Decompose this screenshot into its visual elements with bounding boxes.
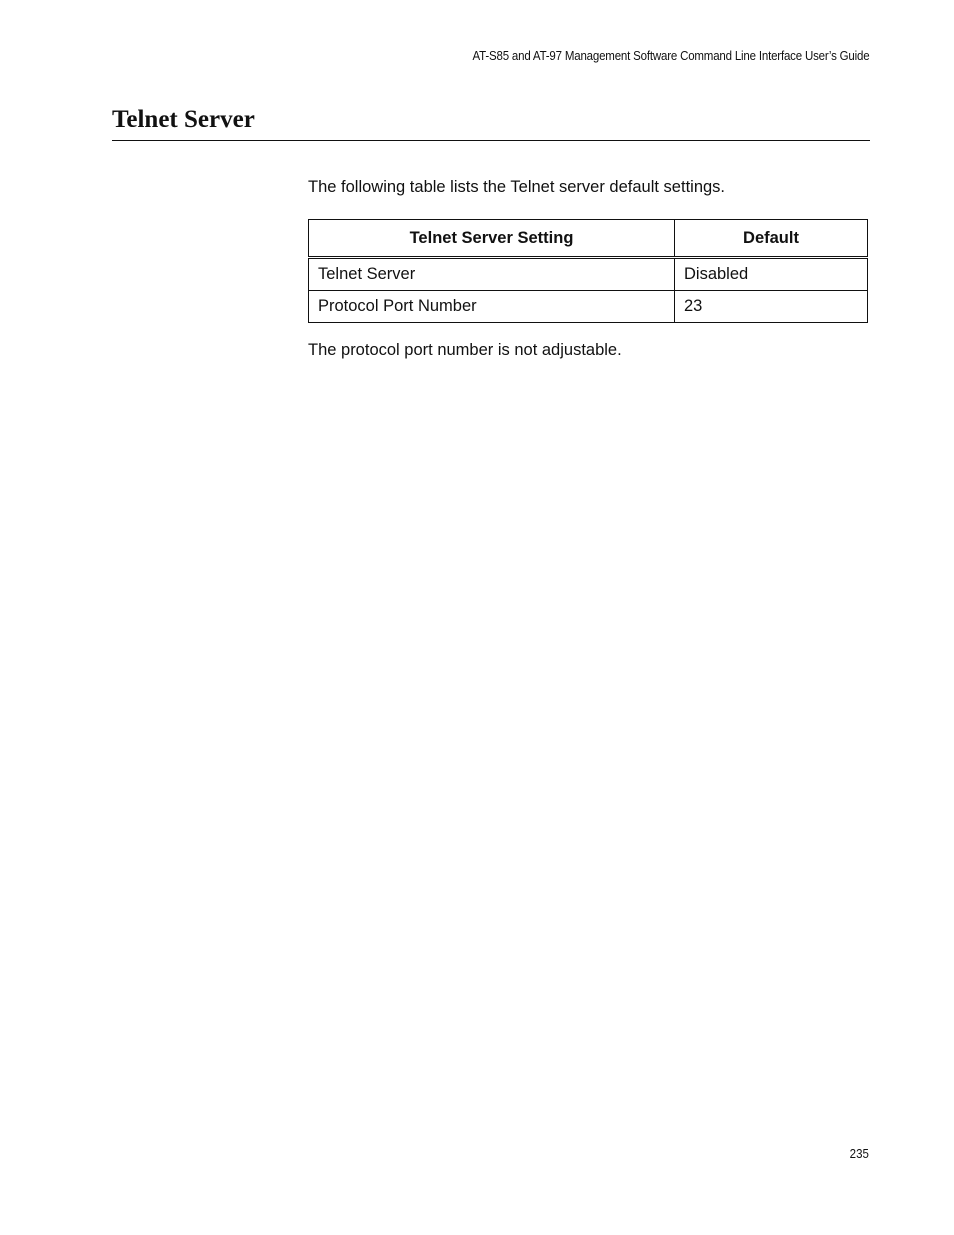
default-cell: 23 bbox=[675, 291, 868, 323]
running-header: AT-S85 and AT-97 Management Software Command Line Interface User’s Guide bbox=[472, 49, 869, 63]
section-title: Telnet Server bbox=[112, 106, 255, 133]
table-row bbox=[309, 258, 868, 291]
defaults-table bbox=[308, 219, 868, 323]
table-row bbox=[309, 291, 868, 323]
setting-cell: Telnet Server bbox=[309, 258, 675, 291]
column-header-setting: Telnet Server Setting bbox=[309, 220, 675, 258]
intro-paragraph: The following table lists the Telnet server default settings. bbox=[308, 178, 726, 196]
page-number: 235 bbox=[849, 1147, 869, 1161]
note-paragraph: The protocol port number is not adjustable. bbox=[308, 341, 622, 359]
default-cell: Disabled bbox=[675, 258, 868, 291]
table-header-row bbox=[309, 220, 868, 258]
setting-cell: Protocol Port Number bbox=[309, 291, 675, 323]
column-header-default: Default bbox=[675, 220, 868, 258]
title-rule bbox=[112, 140, 870, 141]
